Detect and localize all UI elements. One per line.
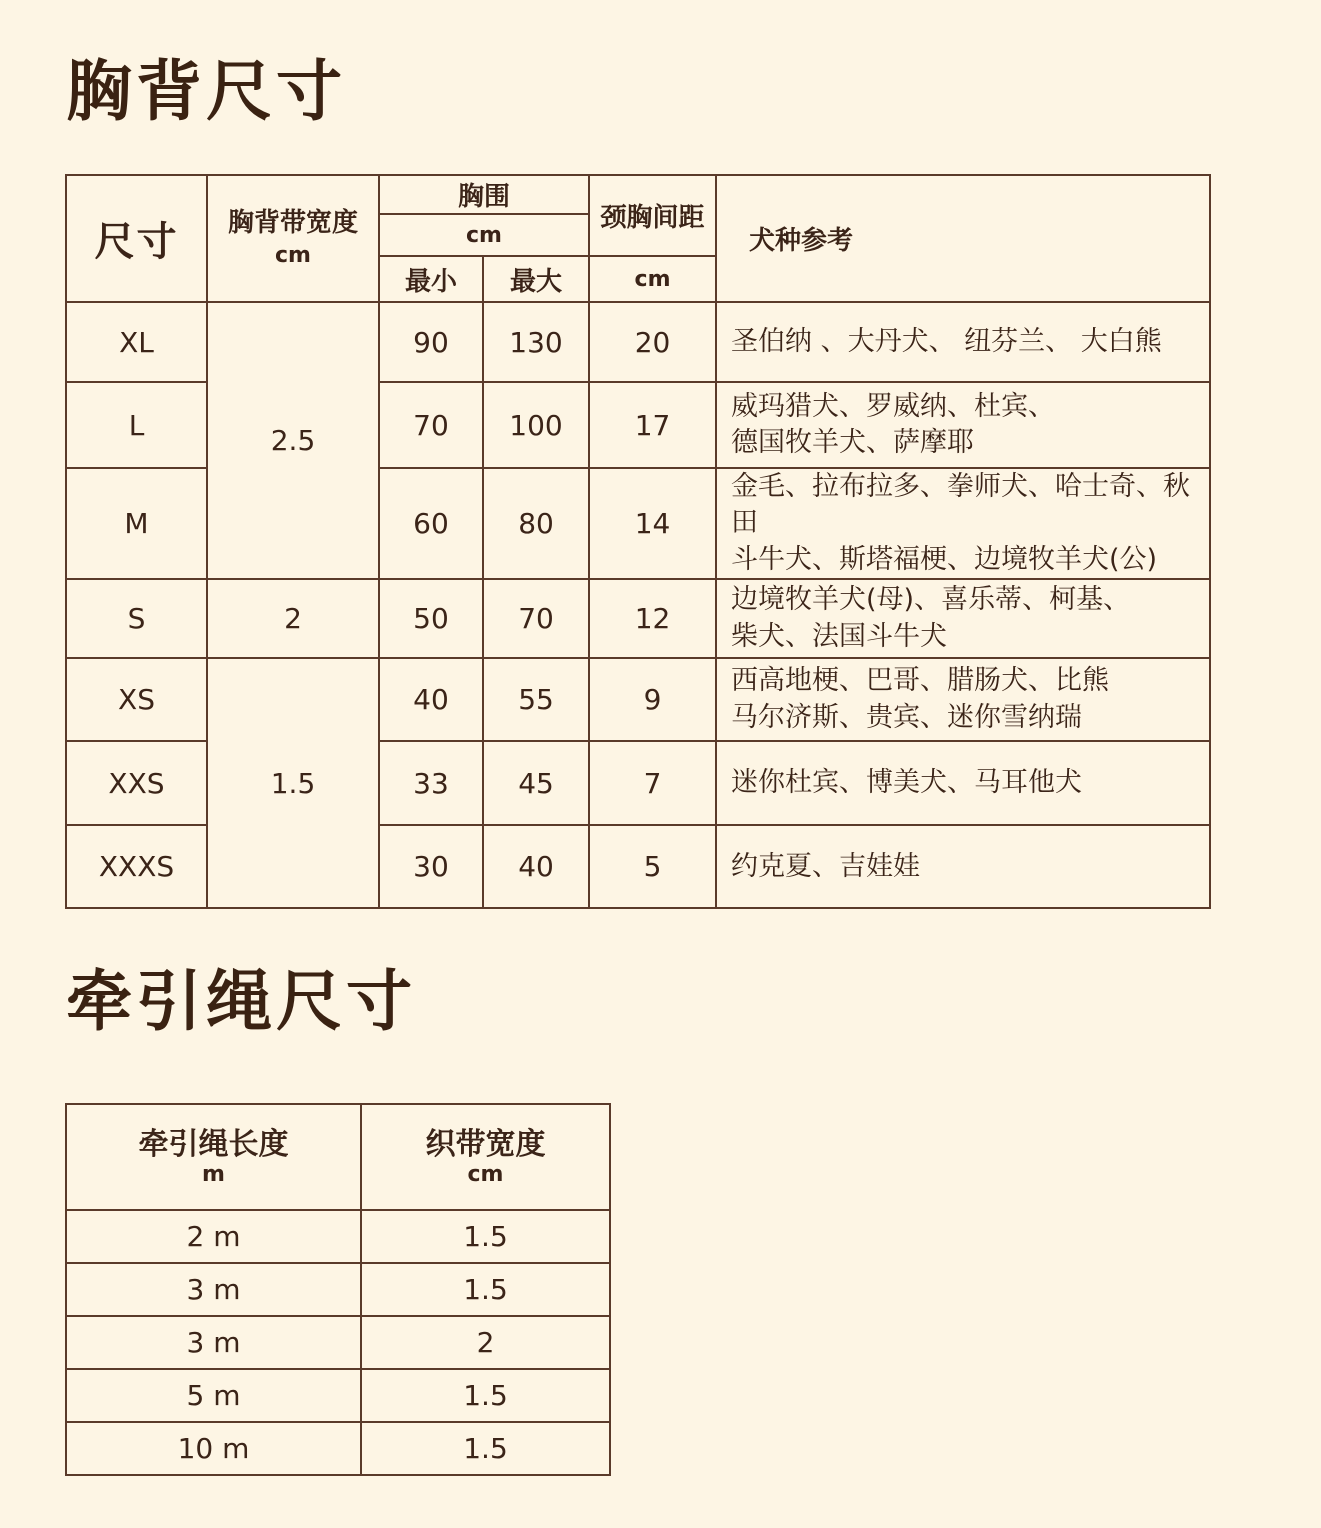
chest-max-cell: 55 (483, 658, 589, 741)
size-cell: XS (66, 658, 207, 741)
chest-max-cell: 80 (483, 468, 589, 579)
breeds-cell (716, 825, 1210, 908)
breeds-line: 迷你杜宾、博美犬、马耳他犬 (731, 767, 1083, 799)
table-row (66, 579, 1210, 658)
strap-width-header (207, 175, 379, 302)
breeds-line: 边境牧羊犬(母)、喜乐蒂、柯基、 (731, 584, 1131, 616)
table-header-row (66, 175, 1210, 214)
chest-max-header: 最大 (483, 256, 589, 302)
neck-chest-cell: 17 (589, 382, 716, 468)
chest-min-cell: 50 (379, 579, 483, 658)
leash-length-header-label: 牵引绳长度 (138, 1126, 289, 1162)
size-cell: S (66, 579, 207, 658)
neck-chest-unit-header: cm (589, 256, 716, 302)
breeds-line: 马尔济斯、贵宾、迷你雪纳瑞 (731, 701, 1083, 733)
table-header-row (66, 1104, 610, 1210)
strap-width-cell: 2.5 (207, 302, 379, 579)
chest-max-cell: 45 (483, 741, 589, 825)
breeds-line: 约克夏、吉娃娃 (731, 850, 921, 882)
chest-min-cell: 70 (379, 382, 483, 468)
neck-chest-cell: 9 (589, 658, 716, 741)
webbing-width-header (361, 1104, 610, 1210)
breeds-cell (716, 382, 1210, 468)
breeds-cell (716, 468, 1210, 579)
leash-length-cell: 3 m (66, 1316, 361, 1369)
breeds-line: 金毛、拉布拉多、拳师犬、哈士奇、秋田 (731, 471, 1191, 539)
harness-size-title: 胸背尺寸 (66, 52, 346, 130)
chest-max-cell: 100 (483, 382, 589, 468)
leash-length-cell: 3 m (66, 1263, 361, 1316)
webbing-width-cell: 1.5 (361, 1210, 610, 1263)
chest-min-cell: 33 (379, 741, 483, 825)
chest-min-cell: 60 (379, 468, 483, 579)
table-row (66, 1422, 610, 1475)
neck-chest-header: 颈胸间距 (589, 175, 716, 256)
webbing-width-cell: 1.5 (361, 1263, 610, 1316)
leash-length-header (66, 1104, 361, 1210)
size-header: 尺寸 (66, 175, 207, 302)
neck-chest-cell: 20 (589, 302, 716, 382)
chest-min-cell: 40 (379, 658, 483, 741)
size-cell: M (66, 468, 207, 579)
table-row (66, 1263, 610, 1316)
leash-length-cell: 2 m (66, 1210, 361, 1263)
neck-chest-cell: 5 (589, 825, 716, 908)
breeds-cell (716, 741, 1210, 825)
size-cell: XXXS (66, 825, 207, 908)
chest-max-cell: 40 (483, 825, 589, 908)
breeds-line: 西高地梗、巴哥、腊肠犬、比熊 (731, 665, 1110, 697)
chest-min-header: 最小 (379, 256, 483, 302)
breeds-cell (716, 658, 1210, 741)
chest-unit-header: cm (379, 214, 589, 256)
breeds-line: 威玛猎犬、罗威纳、杜宾、 (731, 390, 1056, 422)
chest-max-cell: 130 (483, 302, 589, 382)
breeds-line: 柴犬、法国斗牛犬 (731, 620, 948, 652)
breeds-cell (716, 302, 1210, 382)
webbing-width-cell: 1.5 (361, 1422, 610, 1475)
leash-length-cell: 10 m (66, 1422, 361, 1475)
breeds-cell (716, 579, 1210, 658)
size-cell: L (66, 382, 207, 468)
webbing-width-header-label: 织带宽度 (425, 1126, 546, 1162)
breeds-header: 犬种参考 (716, 175, 1210, 302)
table-row (66, 1316, 610, 1369)
leash-size-table (65, 1103, 611, 1476)
harness-size-table (65, 174, 1211, 909)
leash-length-cell: 5 m (66, 1369, 361, 1422)
chest-min-cell: 30 (379, 825, 483, 908)
breeds-line: 圣伯纳 、大丹犬、 纽芬兰、 大白熊 (731, 325, 1162, 357)
strap-width-header-label: 胸背带宽度 (227, 208, 358, 239)
neck-chest-cell: 7 (589, 741, 716, 825)
strap-width-cell: 2 (207, 579, 379, 658)
table-row (66, 1369, 610, 1422)
webbing-width-cell: 1.5 (361, 1369, 610, 1422)
webbing-width-header-unit: cm (467, 1161, 504, 1187)
strap-width-header-unit: cm (275, 243, 311, 269)
breeds-line: 德国牧羊犬、萨摩耶 (731, 427, 975, 458)
neck-chest-cell: 12 (589, 579, 716, 658)
table-row (66, 302, 1210, 382)
leash-size-title: 牵引绳尺寸 (66, 962, 416, 1040)
chest-max-cell: 70 (483, 579, 589, 658)
size-cell: XXS (66, 741, 207, 825)
breeds-line: 斗牛犬、斯塔福梗、边境牧羊犬(公) (731, 543, 1158, 575)
leash-length-header-unit: m (202, 1161, 225, 1187)
table-row (66, 658, 1210, 741)
webbing-width-cell: 2 (361, 1316, 610, 1369)
strap-width-cell: 1.5 (207, 658, 379, 908)
chest-header: 胸围 (379, 175, 589, 214)
table-row (66, 1210, 610, 1263)
neck-chest-cell: 14 (589, 468, 716, 579)
size-cell: XL (66, 302, 207, 382)
chest-min-cell: 90 (379, 302, 483, 382)
